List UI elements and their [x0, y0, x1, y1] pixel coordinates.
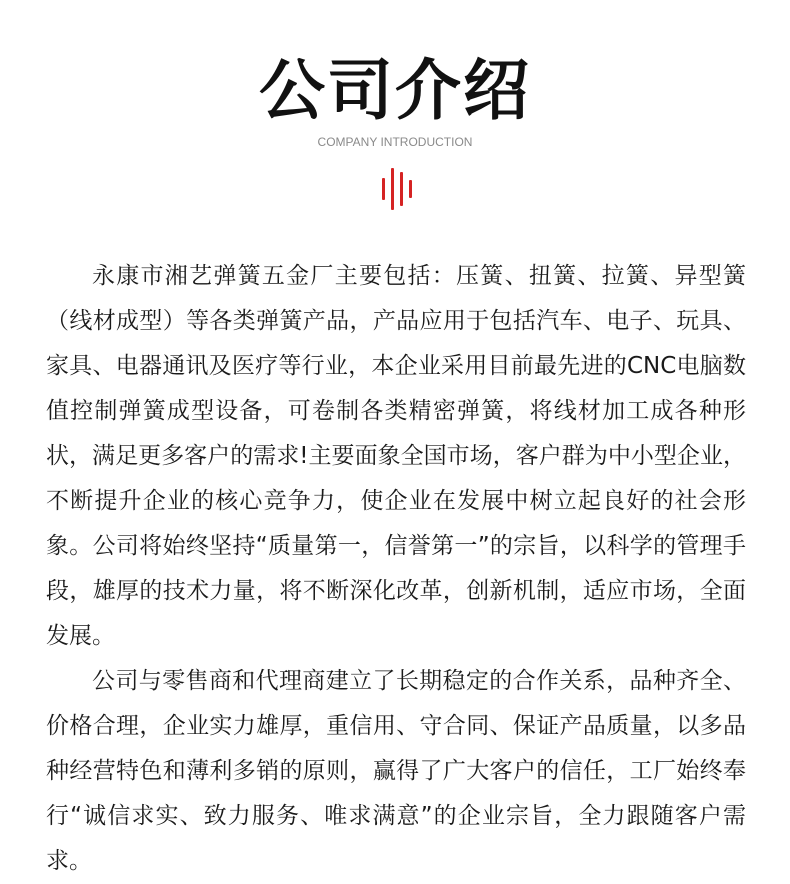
intro-paragraph-1: 永康市湘艺弹簧五金厂主要包括：压簧、扭簧、拉簧、异型簧（线材成型）等各类弹簧产品，产品应用于包括汽车、电子、玩具、家具、电器通讯及医疗等行业，本企业采用目前最先进的CNC电脑数值控制弹簧成型设备，可卷制各类精密弹簧，将线材加工成各种形状，满足更多客户的需求!主要面象全国市场，客户群为中小型企业，不断提升企业的核心竞争力，使企业在发展中树立起良好的社会形象。公司将始终坚持“质量第一，信誉第一”的宗旨，以科学的管理手段，雄厚的技术力量，将不断深化改革，创新机制，适应市场，全面发展。: [46, 263, 746, 649]
decorative-bar: [391, 168, 394, 210]
decorative-bar: [409, 180, 412, 198]
page-subtitle: COMPANY INTRODUCTION: [317, 135, 473, 149]
page-title: 公司介绍: [259, 52, 531, 129]
decorative-bar: [400, 172, 403, 206]
intro-paragraph-2: 公司与零售商和代理商建立了长期稳定的合作关系，品种齐全、价格合理，企业实力雄厚，重信用、守合同、保证产品质量，以多品种经营特色和薄利多销的原则，赢得了广大客户的信任，工厂始终奉行“诚信求实、致力服务、唯求满意”的企业宗旨，全力跟随客户需求。: [46, 668, 746, 874]
decorative-bars-icon: [382, 168, 412, 210]
company-intro-body: [46, 254, 746, 884]
decorative-bar: [382, 178, 385, 200]
